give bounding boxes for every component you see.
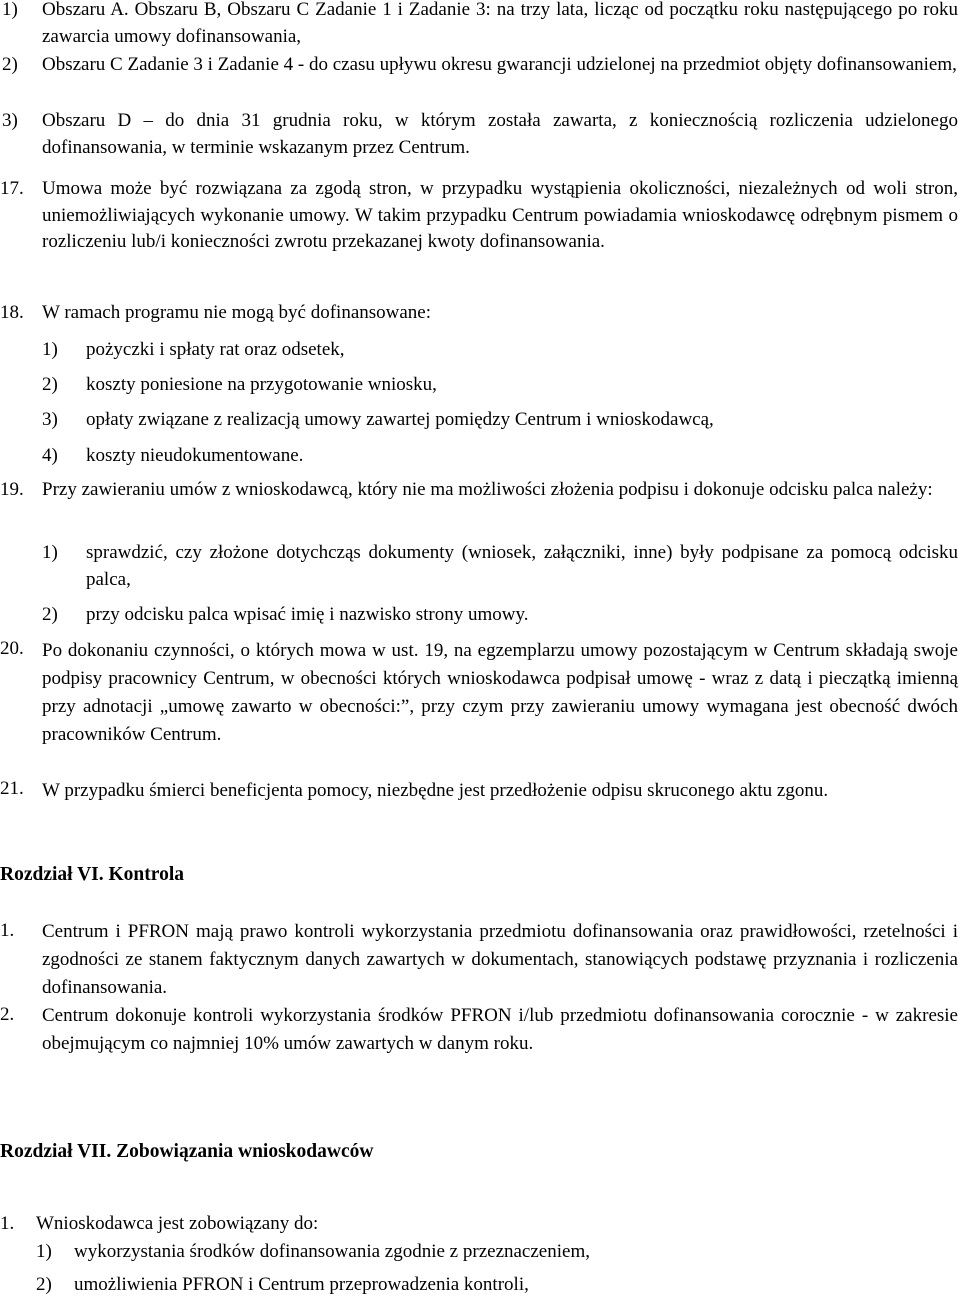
list-text: Centrum i PFRON mają prawo kontroli wykorzystania przedmiotu dofinansowania oraz prawidłowości, rzetelności i zgodności ze stanem faktycznym danych zawartych w dokumentach, stanowiących podstawę przyznania i rozliczenia dofinansowania. bbox=[42, 921, 958, 998]
paragraph-number: 1. bbox=[0, 1213, 15, 1234]
list-text: Centrum dokonuje kontroli wykorzystania środków PFRON i/lub przedmiotu dofinansowania corocznie - w zakresie obejmującym co najmniej 10% umów zawartych w danym roku. bbox=[42, 1005, 958, 1054]
list-number: 1) bbox=[42, 542, 58, 563]
paragraph-number: 19. bbox=[0, 479, 24, 500]
paragraph-text: Wnioskodawca jest zobowiązany do: bbox=[36, 1213, 319, 1234]
list-text: Obszaru C Zadanie 3 i Zadanie 4 - do czasu upływu okresu gwarancji udzielonej na przedmiot objęty dofinansowaniem, bbox=[42, 54, 957, 75]
list-item bbox=[36, 1272, 958, 1299]
paragraph-17 bbox=[0, 176, 958, 256]
list-number: 1. bbox=[0, 920, 15, 941]
list-text: sprawdzić, czy złożone dotychcząs dokumenty (wniosek, załączniki, inne) były podpisane za pomocą odcisku palca, bbox=[86, 542, 958, 590]
list-text: opłaty związane z realizacją umowy zawartej pomiędzy Centrum i wnioskodawcą, bbox=[86, 409, 714, 430]
list-number: 4) bbox=[42, 445, 58, 466]
list-text: przy odcisku palca wpisać imię i nazwisko strony umowy. bbox=[86, 604, 529, 625]
list-text: umożliwienia PFRON i Centrum przeprowadzenia kontroli, bbox=[74, 1274, 529, 1295]
list-item bbox=[42, 602, 958, 629]
paragraph-19 bbox=[0, 477, 958, 504]
list-item bbox=[0, 918, 958, 1002]
chapter-heading: Rozdział VI. Kontrola bbox=[0, 864, 184, 885]
list-item bbox=[42, 407, 958, 434]
paragraph-text bbox=[42, 300, 958, 327]
list-text: Obszaru D – do dnia 31 grudnia roku, w którym została zawarta, z koniecznością rozliczenia udzielonego dofinansowania, w terminie wskazanym przez Centrum. bbox=[42, 110, 958, 158]
list-item bbox=[0, 108, 958, 161]
list-item bbox=[0, 0, 958, 50]
list-number: 3) bbox=[2, 110, 18, 131]
paragraph bbox=[0, 1211, 958, 1238]
list-item bbox=[42, 443, 958, 470]
list-number: 1) bbox=[36, 1241, 52, 1262]
list-number: 1) bbox=[42, 339, 58, 360]
list-number: 2) bbox=[2, 54, 18, 75]
paragraph-18 bbox=[0, 300, 958, 327]
list-number: 2) bbox=[36, 1274, 52, 1295]
list-item bbox=[0, 52, 958, 79]
list-number: 3) bbox=[42, 409, 58, 430]
paragraph-20 bbox=[0, 637, 958, 749]
list-item bbox=[0, 1002, 958, 1058]
paragraph-number: 20. bbox=[0, 638, 24, 659]
chapter-heading: Rozdział VII. Zobowiązania wnioskodawców bbox=[0, 1141, 374, 1162]
list-number: 1) bbox=[2, 0, 18, 20]
paragraph-number: 18. bbox=[0, 302, 24, 323]
list-item bbox=[36, 1239, 958, 1266]
list-number: 2) bbox=[42, 374, 58, 395]
list-text: koszty nieudokumentowane. bbox=[86, 445, 304, 466]
paragraph-number: 17. bbox=[0, 178, 24, 199]
list-item bbox=[42, 540, 958, 593]
list-item bbox=[42, 372, 958, 399]
list-text: pożyczki i spłaty rat oraz odsetek, bbox=[86, 339, 345, 360]
list-text: Obszaru A. Obszaru B, Obszaru C Zadanie 1 i Zadanie 3: na trzy lata, licząc od początku roku następującego po roku zawarcia umowy dofinansowania, bbox=[42, 0, 958, 47]
paragraph-21 bbox=[0, 776, 958, 805]
list-item bbox=[42, 337, 958, 364]
list-number: 2. bbox=[0, 1004, 15, 1025]
list-number: 2) bbox=[42, 604, 58, 625]
paragraph-number: 21. bbox=[0, 778, 24, 799]
paragraph-text: Umowa może być rozwiązana za zgodą stron, w przypadku wystąpienia okoliczności, niezależnych od woli stron, uniemożliwiających wykonanie umowy. W takim przypadku Centrum powiadamia wnioskodawcę odrębnym pismem o rozliczeniu lub/i konieczności zwrotu przekazanej kwoty dofinansowania. bbox=[42, 178, 958, 252]
paragraph-text-inner: W ramach programu nie mogą być dofinansowane: bbox=[42, 302, 432, 323]
paragraph-text: W przypadku śmierci beneficjenta pomocy, niezbędne jest przedłożenie odpisu skruconego aktu zgonu. bbox=[42, 780, 829, 801]
list-text: koszty poniesione na przygotowanie wniosku, bbox=[86, 374, 437, 395]
paragraph-text: Po dokonaniu czynności, o których mowa w ust. 19, na egzemplarzu umowy pozostającym w Centrum składają swoje podpisy pracownicy Centrum, w obecności których wnioskodawca podpisał umowę - wraz z datą i pieczątką imienną przy adnotacji „umowę zawarto w obecności:”, przy czym przy zawieraniu umowy wymagana jest obecność dwóch pracowników Centrum. bbox=[42, 640, 958, 745]
list-text: wykorzystania środków dofinansowania zgodnie z przeznaczeniem, bbox=[74, 1241, 590, 1262]
paragraph-text: Przy zawieraniu umów z wnioskodawcą, który nie ma możliwości złożenia podpisu i dokonuje odcisku palca należy: bbox=[42, 479, 933, 500]
